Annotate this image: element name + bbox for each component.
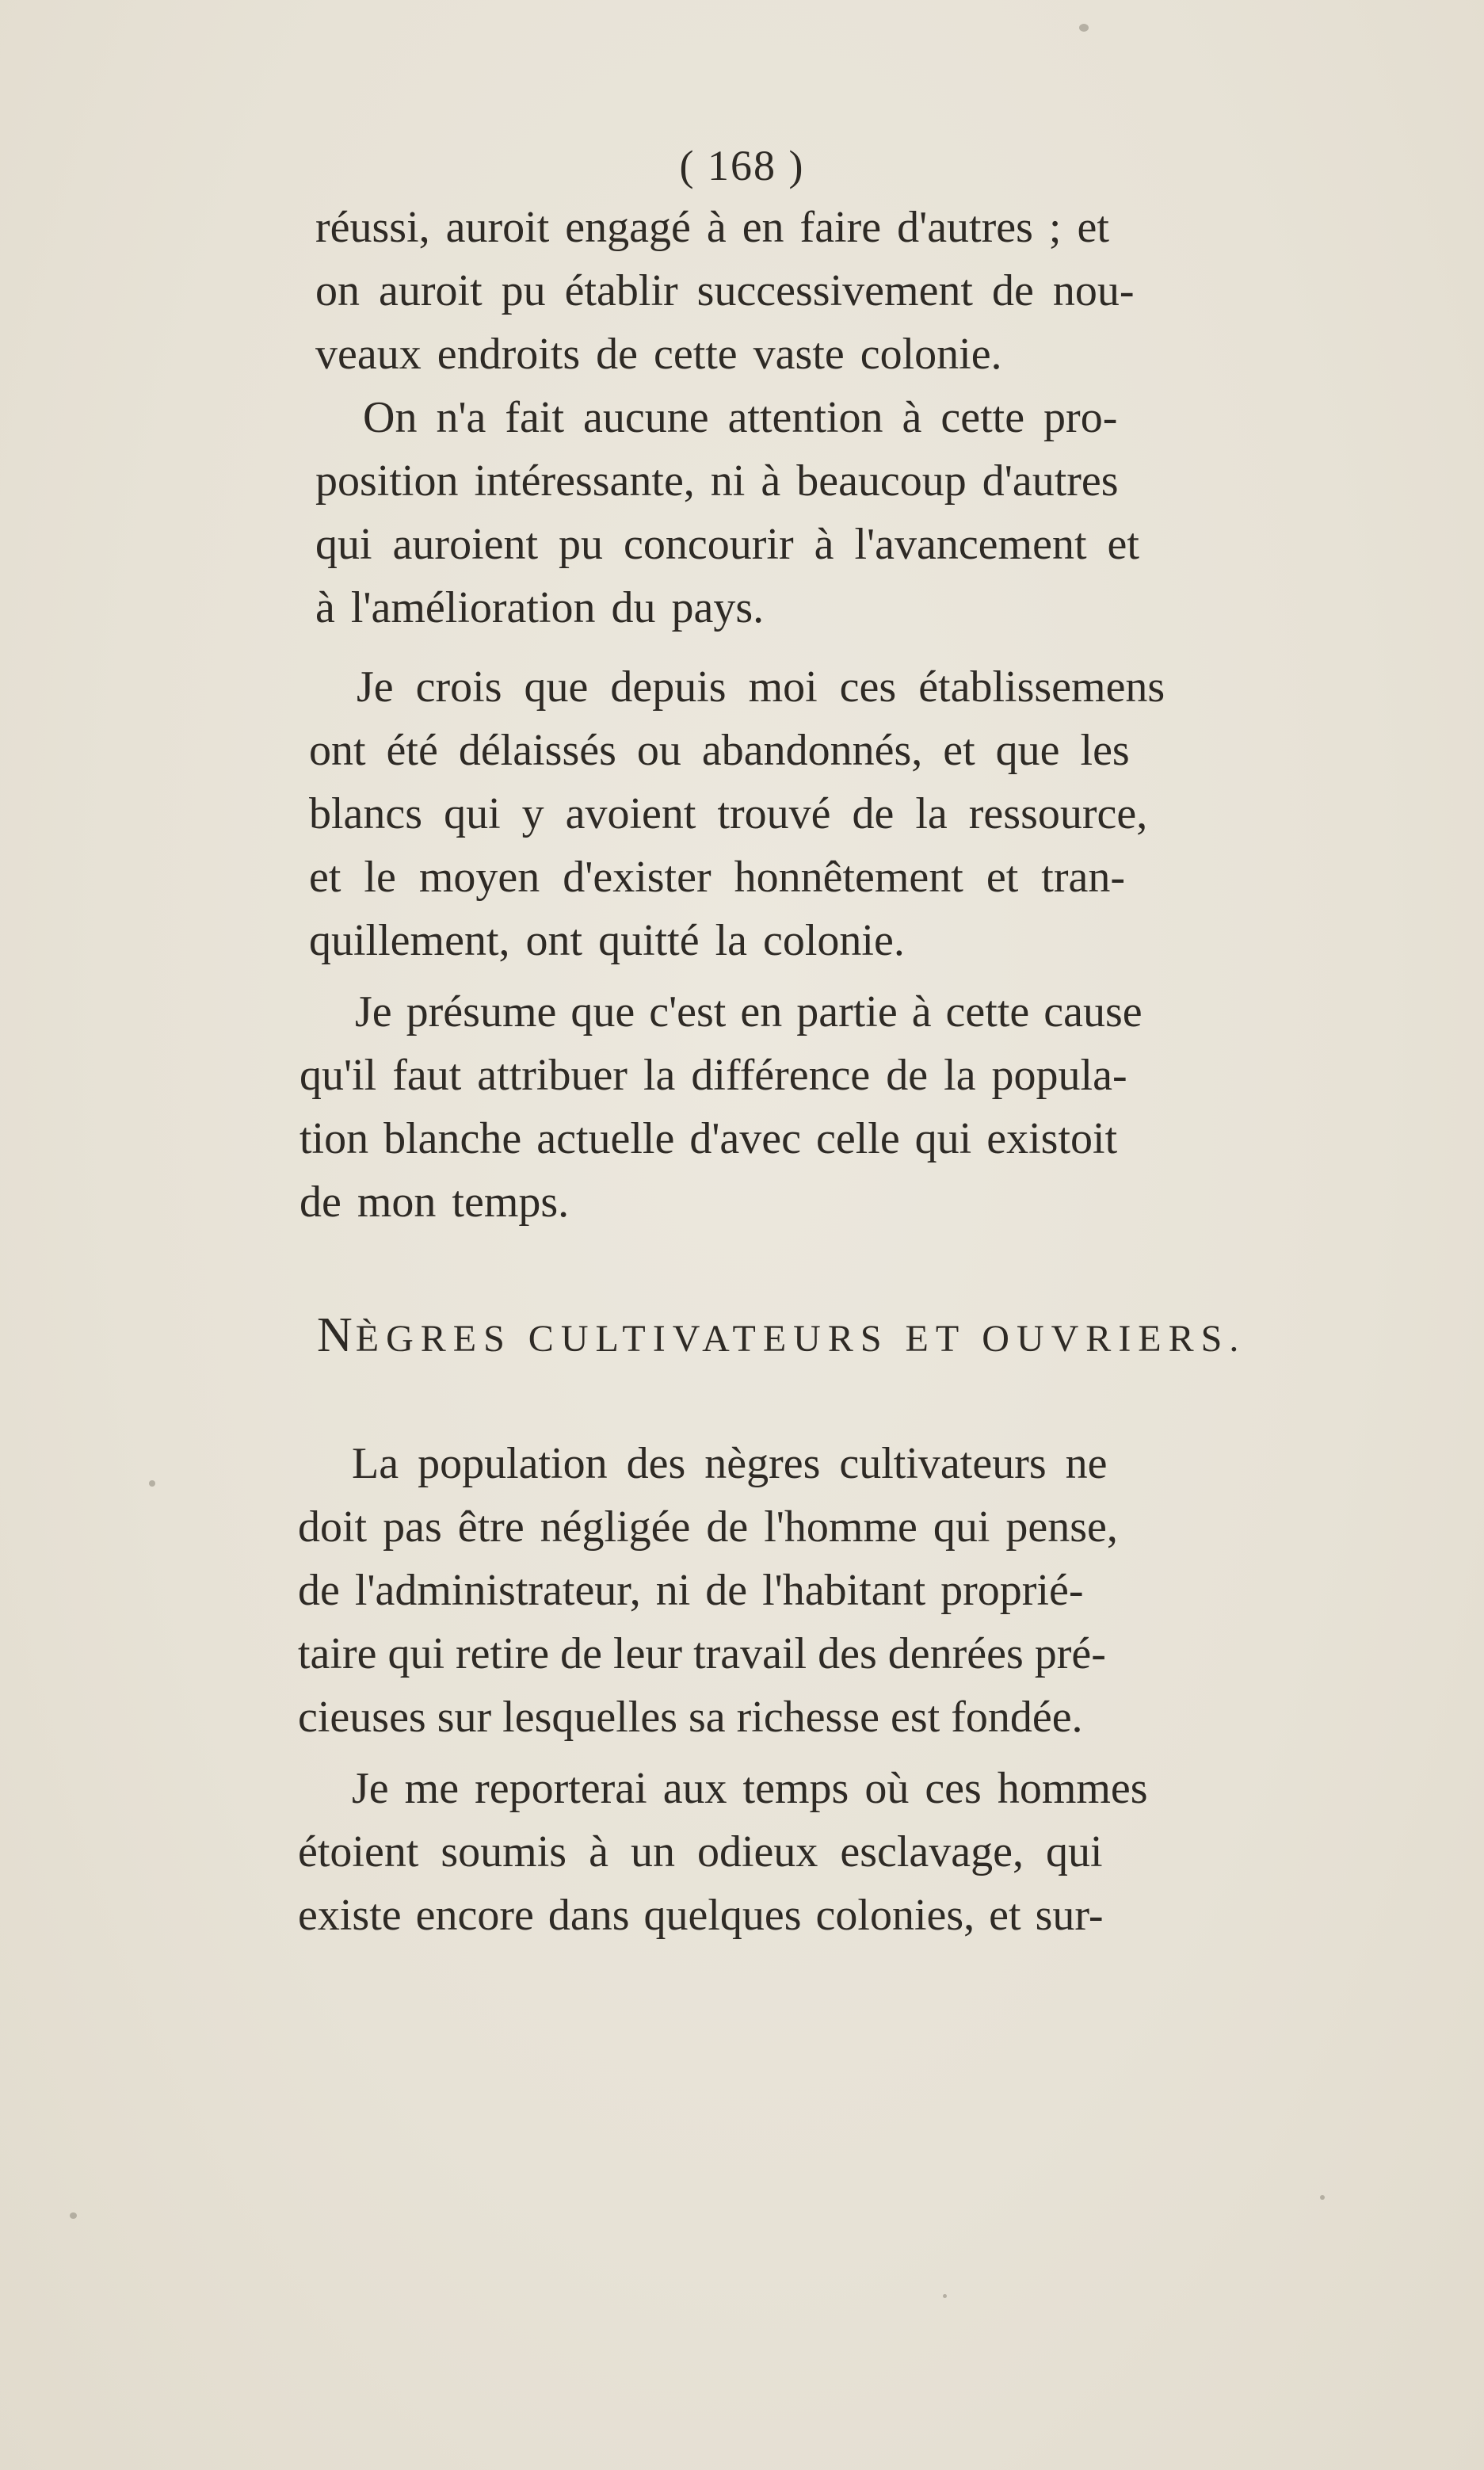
text-line: taire qui retire de leur travail des denrées pré- xyxy=(298,1629,1106,1678)
paper-speck xyxy=(149,1480,155,1487)
text-line: blancs qui y avoient trouvé de la ressource, xyxy=(309,789,1148,838)
text-line: cieuses sur lesquelles sa richesse est fondée. xyxy=(298,1693,1083,1742)
text-line: à l'amélioration du pays. xyxy=(315,583,765,632)
text-line: Je présume que c'est en partie à cette cause xyxy=(355,987,1143,1036)
text-line: qui auroient pu concourir à l'avancement et xyxy=(315,520,1139,569)
paper-speck xyxy=(70,2212,77,2219)
page-number: ( 168 ) xyxy=(679,142,805,189)
text-line: étoient soumis à un odieux esclavage, qui xyxy=(298,1827,1103,1876)
text-line: qu'il faut attribuer la différence de la popula- xyxy=(299,1051,1127,1100)
text-line: de mon temps. xyxy=(299,1178,570,1227)
text-line: doit pas être négligée de l'homme qui pense, xyxy=(298,1502,1118,1552)
text-line: tion blanche actuelle d'avec celle qui existoit xyxy=(299,1114,1118,1163)
section-heading-initial: N xyxy=(317,1308,356,1362)
section-heading-rest: ÈGRES CULTIVATEURS ET OUVRIERS. xyxy=(355,1318,1246,1360)
text-line: ont été délaissés ou abandonnés, et que les xyxy=(309,726,1130,775)
text-line: Je crois que depuis moi ces établissemens xyxy=(357,662,1165,712)
text-line: veaux endroits de cette vaste colonie. xyxy=(315,330,1002,379)
text-line: réussi, auroit engagé à en faire d'autres ; et xyxy=(315,203,1109,252)
text-line: Je me reporterai aux temps où ces hommes xyxy=(352,1764,1148,1813)
section-heading xyxy=(317,1308,1246,1364)
text-line: existe encore dans quelques colonies, et sur- xyxy=(298,1891,1104,1940)
paper-speck xyxy=(1320,2195,1325,2200)
text-line: La population des nègres cultivateurs ne xyxy=(352,1439,1108,1488)
text-line: position intéressante, ni à beaucoup d'autres xyxy=(315,456,1119,506)
text-line: On n'a fait aucune attention à cette pro- xyxy=(363,393,1118,442)
text-line: de l'administrateur, ni de l'habitant proprié- xyxy=(298,1566,1084,1615)
text-line: et le moyen d'exister honnêtement et tran- xyxy=(309,853,1125,902)
text-line: on auroit pu établir successivement de nou- xyxy=(315,266,1135,315)
paper-speck xyxy=(1079,24,1089,32)
text-line: quillement, ont quitté la colonie. xyxy=(309,916,905,965)
paper-speck xyxy=(943,2294,947,2298)
